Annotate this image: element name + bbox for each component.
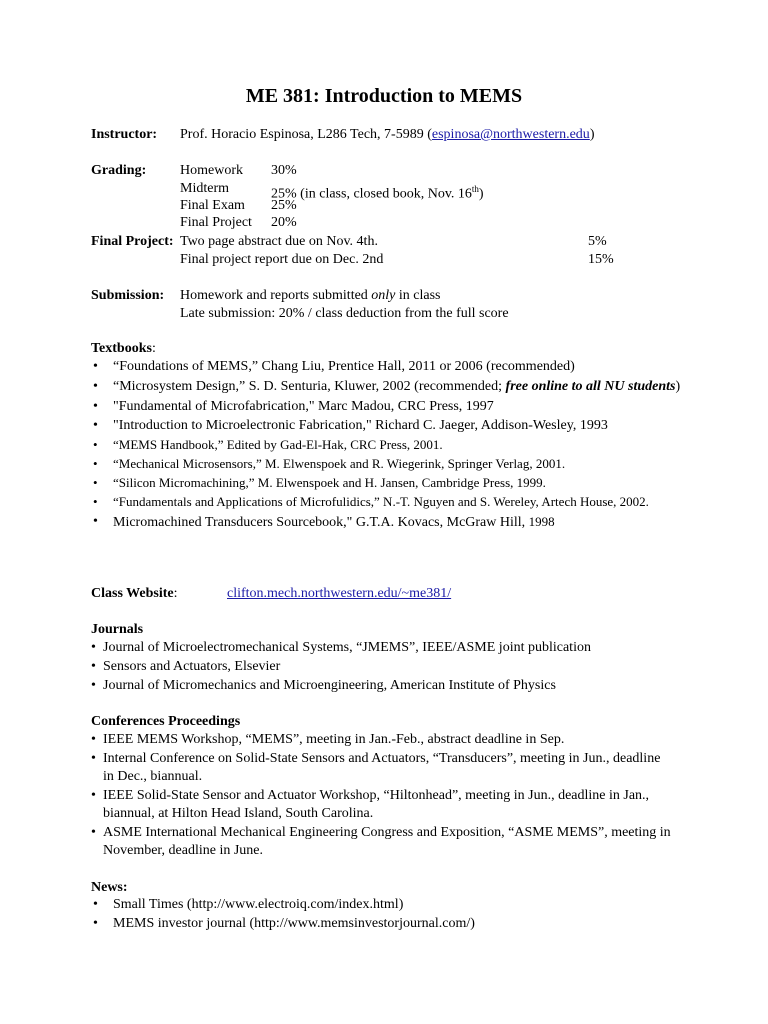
list-item [91,513,681,532]
instructor-close: ) [589,127,595,142]
list-item: • IEEE Solid-State Sensor and Actuator Workshop, “Hiltonhead”, meeting in Jun., deadline in Jan., biannual, at Hilton Head Island, South Carolina. [91,787,671,823]
class-website-link[interactable]: clifton.mech.northwestern.edu/~me381/ [227,586,452,601]
list-item: • Journal of Micromechanics and Microengineering, American Institute of Physics [91,677,681,695]
grading-note: (in class, closed book, Nov. 16 [300,186,472,202]
list-item [91,378,681,396]
list-item: • Journal of Microelectromechanical Systems, “JMEMS”, IEEE/ASME joint publication [91,639,681,657]
list-item: • ASME International Mechanical Engineering Congress and Exposition, “ASME MEMS”, meeting in November, deadline in June. [91,824,671,860]
list-item: • “Fundamentals and Applications of Microfulidics,” N.-T. Nguyen and S. Wereley, Artech House, 2002. [91,493,681,511]
submission-label: Submission: [91,288,165,303]
final-project-abstract: Two page abstract due on Nov. 4th. [180,234,378,249]
list-item: • "Fundamental of Microfabrication," Marc Madou, CRC Press, 1997 [91,398,681,416]
textbook-year: 1998 [528,514,555,529]
news-heading: News: [91,880,128,895]
list-item: • Internal Conference on Solid-State Sensors and Actuators, “Transducers”, meeting in Jun., deadline in Dec., biannual. [91,750,671,786]
instructor-info [180,126,594,144]
textbooks-label: Textbooks [91,341,152,356]
textbook-text: Micromachined Transducers Sourcebook," G.T.A. Kovacs, McGraw Hill, [113,515,529,530]
grading-pct-homework: 30% [271,163,297,178]
submission-line-1 [180,287,441,305]
grading-pct: 25% [271,186,297,202]
submission-line-2: Late submission: 20% / class deduction from the full score [180,306,509,321]
textbooks-heading [91,340,156,358]
website-label: Class Website [91,586,174,601]
list-item: • “Foundations of MEMS,” Chang Liu, Prentice Hall, 2011 or 2006 (recommended) [91,358,681,376]
grading-note-end: ) [478,186,484,202]
textbooks-list [91,358,681,532]
final-project-report-pct: 15% [588,252,614,267]
conferences-heading: Conferences Proceedings [91,714,241,729]
instructor-text: Prof. Horacio Espinosa, L286 Tech, 7-5989 ( [180,127,432,142]
grading-pct-final-project: 20% [271,215,297,230]
final-project-label: Final Project: [91,234,174,249]
list-item: • “Silicon Micromachining,” M. Elwenspoek and H. Jansen, Cambridge Press, 1999. [91,474,681,492]
news-list [91,896,681,933]
grading-pct-midterm [271,180,484,204]
grading-row-homework [180,162,243,180]
list-item: • Small Times (http://www.electroiq.com/index.html) [91,896,681,914]
grading-item-final-project: Final Project [180,215,252,230]
list-item: • MEMS investor journal (http://www.memsinvestorjournal.com/) [91,915,681,933]
final-project-report: Final project report due on Dec. 2nd [180,252,384,267]
grading-item: Homework [180,163,243,178]
list-item: • Sensors and Actuators, Elsevier [91,658,681,676]
submission-text: Homework and reports submitted [180,288,372,303]
list-item: • “Mechanical Microsensors,” M. Elwenspoek and R. Wiegerink, Springer Verlag, 2001. [91,455,681,473]
instructor-email-link[interactable]: espinosa@northwestern.edu [431,127,590,142]
textbook-text-end: ) [675,379,681,394]
list-item: • IEEE MEMS Workshop, “MEMS”, meeting in Jan.-Feb., abstract deadline in Sep. [91,731,671,749]
conferences-list [91,731,671,860]
textbooks-colon: : [151,341,156,356]
grading-item-midterm: Midterm [180,181,229,196]
submission-emphasis: only [371,288,396,303]
page-title: ME 381: Introduction to MEMS [245,85,523,107]
submission-text-end: in class [395,288,441,303]
journals-heading: Journals [91,622,144,637]
textbook-text: “Microsystem Design,” S. D. Senturia, Kluwer, 2002 (recommended; [113,379,506,394]
website-colon: : [173,586,178,601]
journals-list [91,639,681,695]
grading-pct-final-exam: 25% [271,198,297,213]
final-project-abstract-pct: 5% [588,234,607,249]
list-item: • "Introduction to Microelectronic Fabrication," Richard C. Jaeger, Addison-Wesley, 1993 [91,417,681,435]
list-item: • “MEMS Handbook,” Edited by Gad-El-Hak, CRC Press, 2001. [91,436,681,454]
grading-item-final-exam: Final Exam [180,198,245,213]
website-heading [91,585,177,603]
grading-label: Grading: [91,163,147,178]
textbook-emphasis: free online to all NU students [505,379,676,394]
instructor-label: Instructor: [91,127,158,142]
grading-note-sup: th [471,184,479,194]
